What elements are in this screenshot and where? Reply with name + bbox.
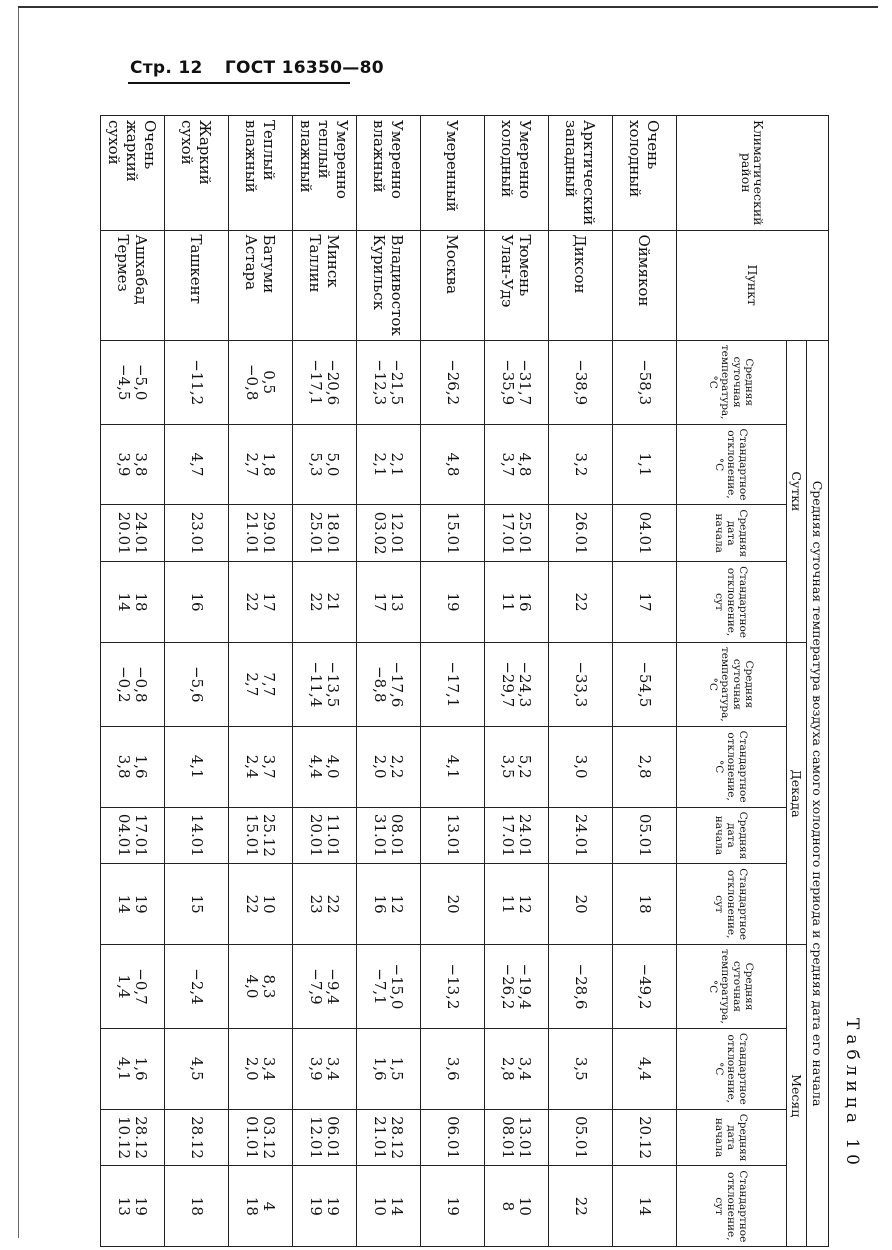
cell-s-t: 0,5 −0,8 [229, 340, 293, 424]
cell-region: Умеренно теплый влажный [293, 116, 357, 231]
cell-d-t: −5,6 [165, 642, 229, 726]
cell-s-d: 18.01 25.01 [293, 505, 357, 562]
cell-d-t: −17,6 −8,8 [357, 642, 421, 726]
cell-s-t: −31,7 −35,9 [485, 340, 549, 424]
cell-s-d: 29.01 21.01 [229, 505, 293, 562]
cell-d-dsd: 20 [549, 864, 613, 945]
cell-region: Арктический западный [549, 116, 613, 231]
cell-s-dsd: 16 [165, 562, 229, 643]
cell-region: Теплый влажный [229, 116, 293, 231]
subheader-temp: Средняя суточная температура, °С [677, 945, 787, 1029]
cell-s-t: −20,6 −17,1 [293, 340, 357, 424]
cell-m-t: −9,4 −7,9 [293, 945, 357, 1029]
cell-place: Минск Таллин [293, 230, 357, 340]
standard-code: ГОСТ 16350—80 [224, 58, 384, 78]
cell-m-t: −28,6 [549, 945, 613, 1029]
cell-d-d: 14.01 [165, 807, 229, 864]
cell-d-d: 24.01 17.01 [485, 807, 549, 864]
cell-d-dsd: 12 16 [357, 864, 421, 945]
cell-d-t: 7,7 2,7 [229, 642, 293, 726]
cell-d-t: −13,5 −11,4 [293, 642, 357, 726]
header-place: Пункт [677, 230, 829, 340]
cell-m-sd: 4,5 [165, 1028, 229, 1109]
header-rule [128, 82, 350, 84]
cell-s-d: 24.01 20.01 [101, 505, 165, 562]
header-region: Климатический район [677, 116, 829, 231]
cell-s-sd: 1,1 [613, 424, 677, 505]
cell-s-t: −21,5 −12,3 [357, 340, 421, 424]
cell-s-sd: 4,8 3,7 [485, 424, 549, 505]
cell-m-sd: 3,5 [549, 1028, 613, 1109]
cell-d-dsd: 10 22 [229, 864, 293, 945]
cell-place: Москва [421, 230, 485, 340]
table-row [165, 116, 229, 1247]
cell-d-t: −33,3 [549, 642, 613, 726]
cell-m-dsd: 19 [421, 1166, 485, 1247]
cell-region: Умеренно холодный [485, 116, 549, 231]
cell-s-dsd: 17 [613, 562, 677, 643]
cell-m-d: 28.12 10.12 [101, 1109, 165, 1166]
table-row [613, 116, 677, 1247]
page-number: Стр. 12 [130, 58, 203, 78]
cell-m-dsd: 19 19 [293, 1166, 357, 1247]
cell-d-sd: 2,8 [613, 726, 677, 807]
cell-d-d: 25.12 15.01 [229, 807, 293, 864]
cell-m-d: 20.12 [613, 1109, 677, 1166]
cell-s-sd: 3,2 [549, 424, 613, 505]
cell-d-d: 17.01 04.01 [101, 807, 165, 864]
cell-s-t: −26,2 [421, 340, 485, 424]
cell-m-dsd: 18 [165, 1166, 229, 1247]
cell-d-sd: 4,1 [421, 726, 485, 807]
subheader-temp: Средняя суточная температура, °С [677, 642, 787, 726]
cell-m-sd: 3,4 2,0 [229, 1028, 293, 1109]
cell-m-dsd: 22 [549, 1166, 613, 1247]
table-row [101, 116, 165, 1247]
cell-d-d: 24.01 [549, 807, 613, 864]
cell-d-d: 08.01 31.01 [357, 807, 421, 864]
table-row [293, 116, 357, 1247]
table-row [421, 116, 485, 1247]
table-body [101, 116, 677, 1247]
cell-s-t: −38,9 [549, 340, 613, 424]
page-top-rule [18, 6, 878, 8]
cell-d-sd: 3,0 [549, 726, 613, 807]
cell-place: Ашхабад Термез [101, 230, 165, 340]
cell-region: Очень холодный [613, 116, 677, 231]
cell-m-d: 28.12 [165, 1109, 229, 1166]
cell-d-d: 13.01 [421, 807, 485, 864]
group-day: Сутки [787, 340, 807, 642]
cell-place: Ташкент [165, 230, 229, 340]
cell-s-dsd: 21 22 [293, 562, 357, 643]
cell-m-dsd: 14 10 [357, 1166, 421, 1247]
cell-d-d: 11.01 20.01 [293, 807, 357, 864]
table-row [229, 116, 293, 1247]
cell-s-d: 12.01 03.02 [357, 505, 421, 562]
cell-m-sd: 3,4 2,8 [485, 1028, 549, 1109]
cell-region: Умеренно влажный [357, 116, 421, 231]
cell-d-dsd: 20 [421, 864, 485, 945]
cell-d-sd: 3,7 2,4 [229, 726, 293, 807]
cell-d-t: −54,5 [613, 642, 677, 726]
cell-m-d: 05.01 [549, 1109, 613, 1166]
cell-m-dsd: 10 8 [485, 1166, 549, 1247]
cell-place: Диксон [549, 230, 613, 340]
cell-m-d: 03.12 01.01 [229, 1109, 293, 1166]
cell-d-d: 05.01 [613, 807, 677, 864]
header-title: Средняя суточная температура воздуха самого холодного периода и средняя дата его начала [807, 340, 829, 1246]
cell-place: Оймякон [613, 230, 677, 340]
rotated-table-page [105, 115, 862, 1243]
cell-s-d: 26.01 [549, 505, 613, 562]
cell-d-sd: 2,2 2,0 [357, 726, 421, 807]
cell-m-t: −13,2 [421, 945, 485, 1029]
subheader-date-sd: Стандартное отклонение, сут [677, 562, 787, 643]
cell-region: Очень жаркий сухой [101, 116, 165, 231]
cell-m-dsd: 19 13 [101, 1166, 165, 1247]
cell-m-t: −15,0 −7,1 [357, 945, 421, 1029]
cell-d-dsd: 19 14 [101, 864, 165, 945]
cell-m-d: 06.01 [421, 1109, 485, 1166]
cell-d-dsd: 12 11 [485, 864, 549, 945]
cell-m-sd: 3,4 3,9 [293, 1028, 357, 1109]
cell-s-t: −11,2 [165, 340, 229, 424]
page-left-rule [18, 8, 19, 1238]
cell-region: Жаркий сухой [165, 116, 229, 231]
cell-d-t: −0,8 −0,2 [101, 642, 165, 726]
subheader-temp-sd: Стандартное отклонение, °С [677, 1028, 787, 1109]
cell-region: Умеренный [421, 116, 485, 231]
cell-d-sd: 5,2 3,5 [485, 726, 549, 807]
cell-m-t: −19,4 −26,2 [485, 945, 549, 1029]
subheader-temp: Средняя суточная температура, °С [677, 340, 787, 424]
table-row [549, 116, 613, 1247]
table-row [357, 116, 421, 1247]
cell-d-dsd: 18 [613, 864, 677, 945]
cell-d-sd: 4,0 4,4 [293, 726, 357, 807]
cell-m-sd: 3,6 [421, 1028, 485, 1109]
cell-d-dsd: 22 23 [293, 864, 357, 945]
cell-s-d: 04.01 [613, 505, 677, 562]
page-header [130, 58, 384, 78]
cell-d-dsd: 15 [165, 864, 229, 945]
subheader-date: Средняя дата начала [677, 807, 787, 864]
subheader-temp-sd: Стандартное отклонение, °С [677, 424, 787, 505]
cell-s-dsd: 18 14 [101, 562, 165, 643]
subheader-date-sd: Стандартное отклонение, сут [677, 864, 787, 945]
cell-s-d: 23.01 [165, 505, 229, 562]
cell-m-d: 28.12 21.01 [357, 1109, 421, 1166]
cell-s-sd: 5,0 5,3 [293, 424, 357, 505]
cell-s-dsd: 13 17 [357, 562, 421, 643]
group-decade: Декада [787, 642, 807, 944]
cell-m-sd: 1,5 1,6 [357, 1028, 421, 1109]
cell-d-t: −24,3 −29,7 [485, 642, 549, 726]
cell-s-dsd: 19 [421, 562, 485, 643]
cell-s-dsd: 16 11 [485, 562, 549, 643]
cell-s-sd: 4,7 [165, 424, 229, 505]
subheader-temp-sd: Стандартное отклонение, °С [677, 726, 787, 807]
cell-s-t: −58,3 [613, 340, 677, 424]
cell-m-d: 06.01 12.01 [293, 1109, 357, 1166]
cell-m-d: 13.01 08.01 [485, 1109, 549, 1166]
cell-m-t: −49,2 [613, 945, 677, 1029]
cell-s-t: −5,0 −4,5 [101, 340, 165, 424]
cell-place: Владивосток Курильск [357, 230, 421, 340]
group-month: Месяц [787, 945, 807, 1247]
subheader-date-sd: Стандартное отклонение, сут [677, 1166, 787, 1247]
cell-m-sd: 1,6 4,1 [101, 1028, 165, 1109]
cell-m-t: −0,7 1,4 [101, 945, 165, 1029]
cell-m-t: −2,4 [165, 945, 229, 1029]
cell-m-t: 8,3 4,0 [229, 945, 293, 1029]
subheader-date: Средняя дата начала [677, 1109, 787, 1166]
cell-m-dsd: 14 [613, 1166, 677, 1247]
cell-s-sd: 4,8 [421, 424, 485, 505]
cell-m-dsd: 4 18 [229, 1166, 293, 1247]
cell-place: Батуми Астара [229, 230, 293, 340]
cell-s-sd: 1,8 2,7 [229, 424, 293, 505]
table-row [485, 116, 549, 1247]
subheader-date: Средняя дата начала [677, 505, 787, 562]
table-caption: Таблица 10 [842, 1018, 862, 1170]
cell-s-dsd: 22 [549, 562, 613, 643]
cell-s-dsd: 17 22 [229, 562, 293, 643]
cell-d-sd: 1,6 3,8 [101, 726, 165, 807]
cell-d-t: −17,1 [421, 642, 485, 726]
cell-s-d: 15.01 [421, 505, 485, 562]
cell-m-sd: 4,4 [613, 1028, 677, 1109]
cell-d-sd: 4,1 [165, 726, 229, 807]
temperature-table [100, 115, 829, 1247]
cell-s-d: 25.01 17.01 [485, 505, 549, 562]
cell-s-sd: 2,1 2,1 [357, 424, 421, 505]
cell-s-sd: 3,8 3,9 [101, 424, 165, 505]
cell-place: Тюмень Улан-Удэ [485, 230, 549, 340]
